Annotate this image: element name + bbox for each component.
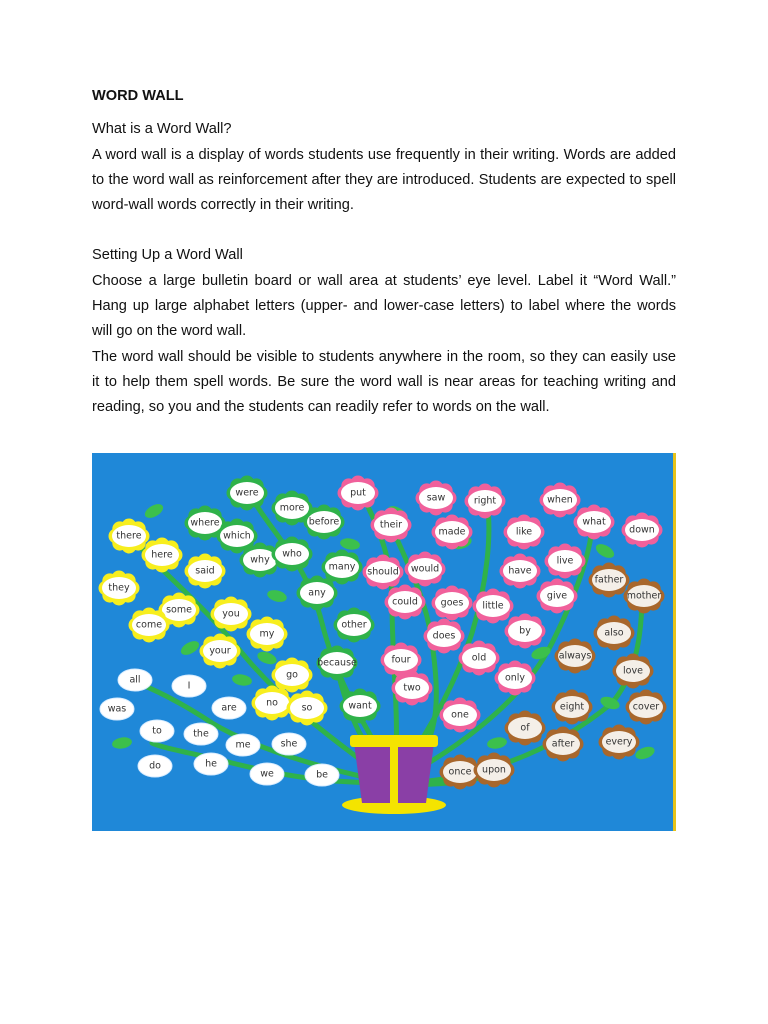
word-flower — [626, 690, 667, 725]
section-heading-setting-up: Setting Up a Word Wall — [92, 247, 243, 264]
flower-word-label: me — [235, 739, 251, 751]
flower-word-label: would — [410, 563, 440, 575]
flower-word-label: saw — [426, 492, 446, 504]
flower-word-label: other — [341, 619, 367, 631]
flower-word-label: could — [392, 596, 418, 608]
section-paragraph-visibility: The word wall should be visible to students anywhere in the room, so they can easily use it to help them spell words. Be sure the word wall is near areas for teaching writing and reading, so you and the students can readily refer to words on the wall. — [92, 348, 676, 416]
word-flower — [432, 586, 473, 621]
flower-word-label: like — [515, 526, 533, 538]
word-flower — [465, 484, 506, 519]
word-flower — [99, 571, 140, 606]
word-flower — [297, 576, 338, 611]
word-flower — [287, 691, 328, 726]
word-flower — [212, 697, 246, 719]
flower-word-label: upon — [482, 764, 506, 776]
document-title: WORD WALL — [92, 88, 184, 104]
flower-word-label: should — [367, 566, 399, 578]
word-flower — [211, 597, 252, 632]
word-flower — [252, 686, 293, 721]
flower-word-label: have — [508, 565, 532, 577]
flower-word-label: was — [107, 703, 127, 715]
flower-word-label: no — [266, 697, 278, 709]
flower-word-label: more — [279, 502, 305, 514]
word-flower — [545, 544, 586, 579]
section-paragraph-definition: A word wall is a display of words students use frequently in their writing. Words are added to the word wall as reinforcement after they are introduced. Students are expected to spell word-wall words correctly in their writing. — [92, 146, 676, 214]
flower-word-label: four — [391, 654, 411, 666]
word-flower — [240, 543, 281, 578]
word-flower — [505, 614, 546, 649]
flower-word-label: only — [504, 672, 526, 684]
word-flower — [129, 608, 170, 643]
flower-word-label: goes — [440, 597, 464, 609]
word-flower — [138, 755, 172, 777]
flower-word-label: want — [348, 700, 372, 712]
word-flower — [371, 508, 412, 543]
flower-word-label: all — [129, 674, 141, 686]
flower-word-label: does — [432, 630, 456, 642]
word-flower — [109, 519, 150, 554]
word-flower — [543, 727, 584, 762]
word-flower — [200, 634, 241, 669]
word-flower — [613, 654, 654, 689]
word-flower — [317, 646, 358, 681]
flower-word-label: before — [308, 516, 340, 528]
flower-word-label: where — [190, 517, 220, 529]
flower-word-label: she — [280, 738, 298, 750]
flower-word-label: he — [205, 758, 217, 770]
word-flower — [100, 698, 134, 720]
word-flower — [118, 669, 152, 691]
flower-word-label: eight — [559, 701, 585, 713]
flower-word-label: old — [471, 652, 487, 664]
word-flower — [272, 733, 306, 755]
word-flower — [185, 554, 226, 589]
word-flower — [247, 617, 288, 652]
word-flower — [250, 763, 284, 785]
flower-word-label: said — [195, 565, 215, 577]
flower-word-label: down — [629, 524, 655, 536]
word-flower — [140, 720, 174, 742]
flower-word-label: after — [551, 738, 575, 750]
flower-word-label: your — [209, 645, 231, 657]
flower-word-label: right — [473, 495, 497, 507]
word-wall-illustration — [92, 453, 676, 831]
word-flower — [305, 764, 339, 786]
flower-word-label: their — [379, 519, 403, 531]
word-flower — [537, 579, 578, 614]
flower-word-label: come — [135, 619, 163, 631]
word-flower — [363, 555, 404, 590]
flower-word-label: always — [558, 650, 592, 662]
flower-word-label: to — [152, 725, 162, 737]
word-flower — [304, 505, 345, 540]
flower-word-label: because — [317, 657, 357, 669]
flower-word-label: once — [448, 766, 472, 778]
spacer — [92, 218, 676, 243]
word-flower — [184, 723, 218, 745]
flower-word-label: go — [286, 669, 298, 681]
word-flower — [594, 616, 635, 651]
word-flower — [474, 753, 515, 788]
flower-word-label: I — [187, 680, 191, 692]
flower-word-label: we — [260, 768, 274, 780]
flower-word-label: put — [350, 487, 366, 499]
word-wall-photo — [92, 453, 676, 831]
word-flower — [194, 753, 228, 775]
flower-word-label: of — [520, 722, 530, 734]
word-flower — [338, 476, 379, 511]
word-flower — [504, 515, 545, 550]
word-flower — [226, 734, 260, 756]
flower-word-label: one — [451, 709, 469, 721]
flower-word-label: love — [623, 665, 643, 677]
flower-word-label: there — [116, 530, 142, 542]
flower-word-label: by — [519, 625, 531, 637]
board-frame-edge — [673, 453, 676, 831]
flower-word-label: the — [193, 728, 209, 740]
flower-word-label: give — [546, 590, 568, 602]
word-flower — [589, 563, 630, 598]
word-flower — [574, 505, 615, 540]
word-flower — [473, 589, 514, 624]
word-flower — [385, 585, 426, 620]
flower-word-label: you — [222, 608, 240, 620]
word-flower — [416, 481, 457, 516]
flower-word-label: what — [582, 516, 606, 528]
flower-word-label: which — [223, 530, 251, 542]
word-flower — [272, 537, 313, 572]
flower-word-label: also — [604, 627, 624, 639]
word-flower — [172, 675, 206, 697]
word-flower — [272, 658, 313, 693]
flower-word-label: any — [308, 587, 326, 599]
flower-word-label: be — [316, 769, 328, 781]
word-flower — [599, 725, 640, 760]
flower-word-label: my — [259, 628, 275, 640]
pot-stripe — [390, 745, 398, 803]
section-paragraph-setup: Choose a large bulletin board or wall area at students’ eye level. Label it “Word Wall.” Hang up large alphabet letters (upper- and lower-case letters) to label where the words will go on the word wall. — [92, 272, 676, 340]
flower-word-label: made — [438, 526, 466, 538]
word-flower — [432, 515, 473, 550]
section-heading-what-is: What is a Word Wall? — [92, 121, 232, 138]
word-flower — [552, 690, 593, 725]
word-flower — [142, 538, 183, 573]
flower-word-label: two — [403, 682, 421, 694]
flower-word-label: every — [605, 736, 633, 748]
document-body — [92, 84, 676, 421]
flower-word-label: they — [108, 582, 130, 594]
flower-word-label: father — [594, 574, 624, 586]
word-flower — [624, 579, 665, 614]
flower-word-label: many — [328, 561, 356, 573]
flower-word-label: so — [301, 702, 313, 714]
flower-word-label: who — [282, 548, 302, 560]
word-flower — [340, 689, 381, 724]
flower-word-label: live — [556, 555, 574, 567]
word-flower — [424, 619, 465, 654]
word-flower — [459, 641, 500, 676]
word-flower — [392, 671, 433, 706]
flower-word-label: mother — [626, 590, 662, 602]
word-flower — [540, 483, 581, 518]
word-flower — [500, 554, 541, 589]
flower-word-label: were — [235, 487, 259, 499]
flower-word-label: some — [166, 604, 192, 616]
word-flower — [440, 698, 481, 733]
flower-word-label: cover — [632, 701, 660, 713]
flower-word-label: when — [547, 494, 573, 506]
flower-word-label: little — [482, 600, 504, 612]
word-flower — [227, 476, 268, 511]
word-flower — [334, 608, 375, 643]
word-flower — [505, 711, 546, 746]
word-flower — [405, 552, 446, 587]
flower-word-label: why — [250, 554, 270, 566]
flower-word-label: are — [221, 702, 237, 714]
word-flower — [622, 513, 663, 548]
word-flower — [555, 639, 596, 674]
word-flower — [495, 661, 536, 696]
flower-word-label: do — [149, 760, 161, 772]
flower-word-label: here — [151, 549, 173, 561]
